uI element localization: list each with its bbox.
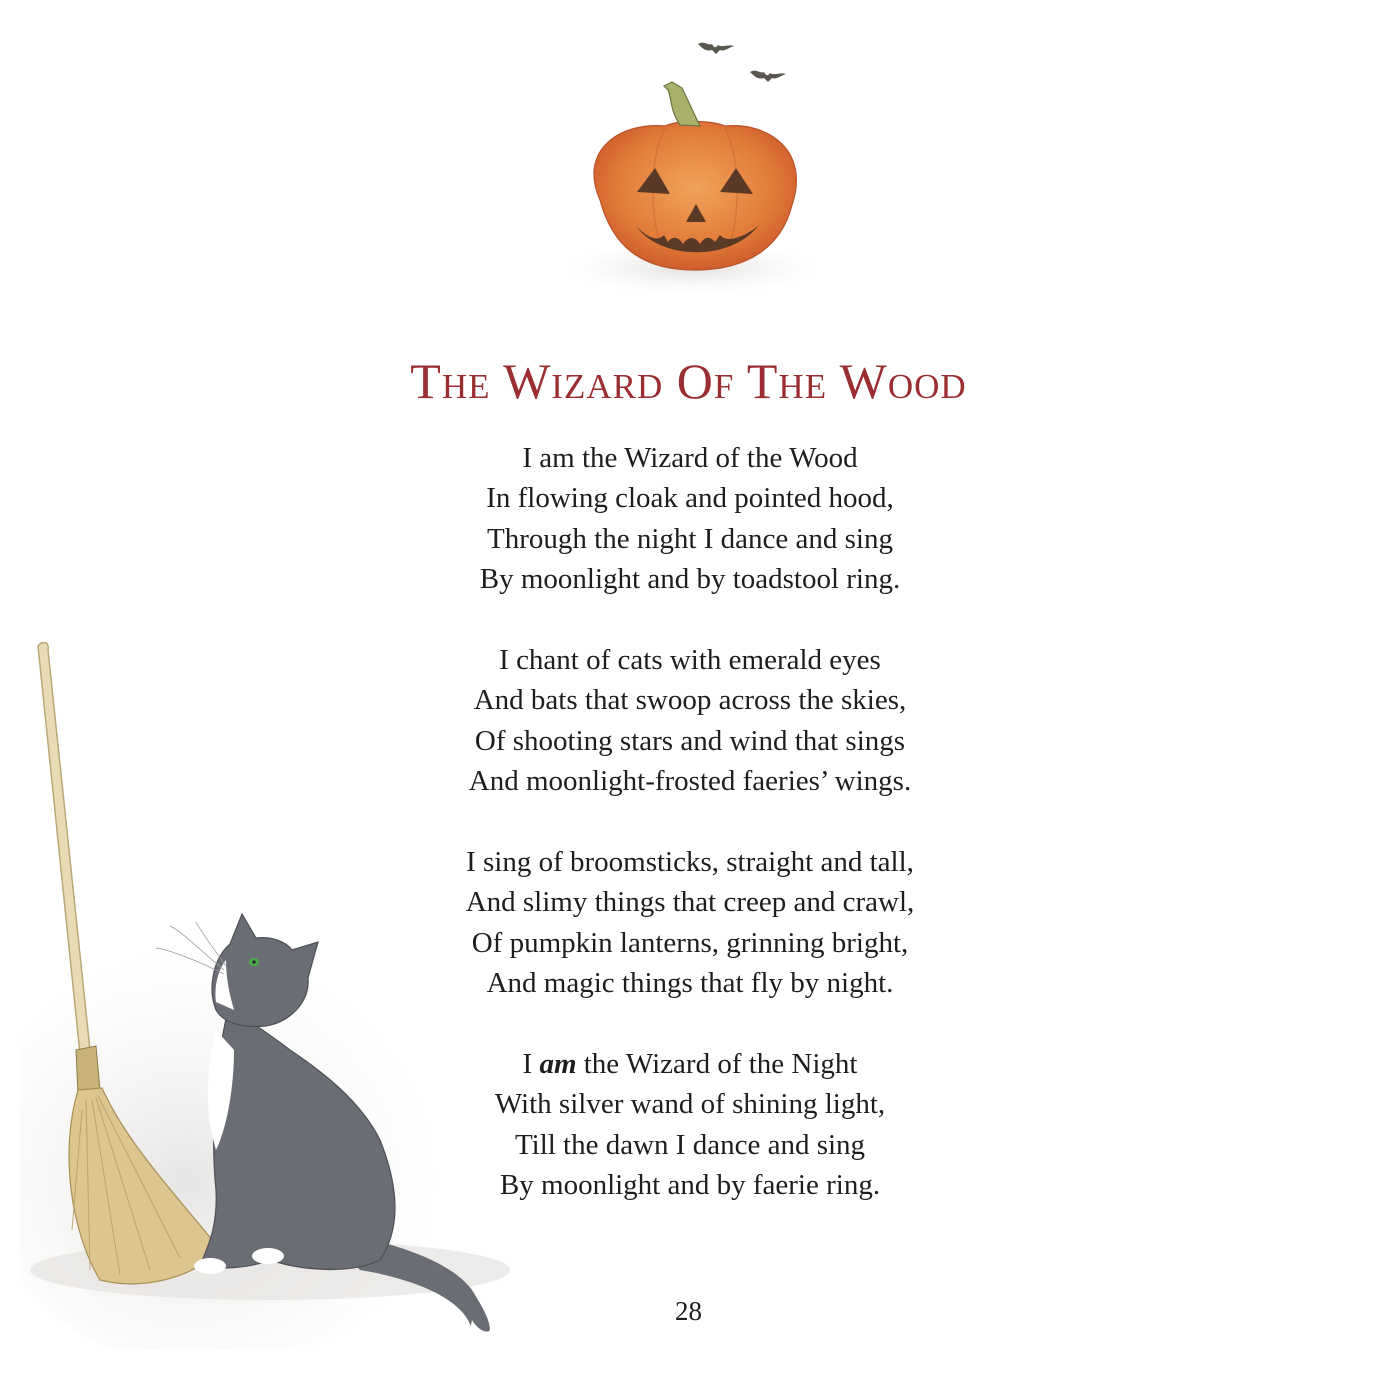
line-prefix: I [522,1048,540,1081]
poem-line: And moonlight-frosted faeries’ wings. [468,765,912,798]
poem-line [340,1044,1040,1084]
poem-line: I sing of broomsticks, straight and tall, [466,846,914,879]
poem-line: In flowing cloak and pointed hood, [486,482,894,515]
stanza-1 [340,438,1040,600]
poem-body [340,438,1040,1246]
poem-line: By moonlight and by toadstool ring. [479,563,901,596]
poem-line: And slimy things that creep and crawl, [465,886,915,919]
poem-line: Till the dawn I dance and sing [514,1128,866,1161]
poem-line: And magic things that fly by night. [486,967,894,1000]
stanza-4 [340,1044,1040,1206]
emphasized-word: am [539,1048,577,1081]
stanza-2 [340,640,1040,802]
poem-title: The Wizard Of The Wood [410,353,967,409]
poem-line: By moonlight and by faerie ring. [499,1169,881,1202]
poem-line: With silver wand of shining light, [494,1088,886,1121]
bats-icon [690,32,800,92]
poem-line: Of pumpkin lanterns, grinning bright, [471,926,909,959]
page-number: 28 [675,1296,702,1326]
line-suffix: the Wizard of the Night [576,1048,858,1081]
poem-line: I chant of cats with emerald eyes [499,644,881,677]
stanza-3 [340,842,1040,1004]
poem-line: And bats that swoop across the skies, [473,684,907,717]
poem-line: Through the night I dance and sing [487,522,893,555]
poem-line: I am the Wizard of the Wood [522,442,858,474]
poem-line: Of shooting stars and wind that sings [474,724,906,757]
